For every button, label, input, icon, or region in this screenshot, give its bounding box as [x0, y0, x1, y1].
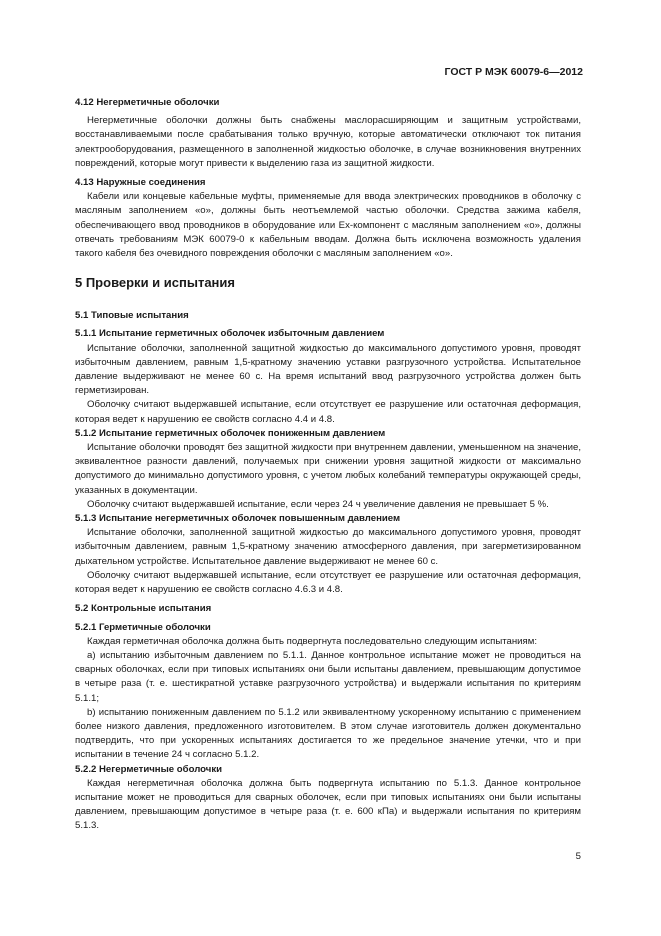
- paragraph: Каждая герметичная оболочка должна быть подвергнута последовательно следующим испытаниям:: [87, 635, 537, 647]
- subsection-heading: 5.1 Типовые испытания: [75, 310, 189, 322]
- subsection-heading: 5.2.1 Герметичные оболочки: [75, 621, 211, 633]
- subsection-heading: 5.1.2 Испытание герметичных оболочек пониженным давлением: [75, 427, 386, 439]
- subsection-heading: 5.2.2 Негерметичные оболочки: [75, 763, 223, 775]
- paragraph: Испытание оболочки, заполненной защитной жидкостью до максимального допустимого уровня, проводят избыточным давлением, равным 1,5-кратному значению уставки разгрузочного устройства. Испытательное давление выдерживают не менее 60 с. На время испытаний ввод разгрузочного устройства должен быть герметизирован.: [75, 342, 581, 397]
- paragraph: Каждая негерметичная оболочка должна быть подвергнута испытанию по 5.1.3. Данное контрольное испытание может не проводиться для сварных оболочек, если при типовых испытаниях они были испытаны давлением, превышающим допустимое в четыре раза (т. е. 600 кПа) и выдержали испытания по критериям 5.1.3.: [75, 777, 581, 832]
- paragraph: Испытание оболочки, заполненной защитной жидкостью до максимального допустимого уровня, проводят избыточным давлением, равным 1,5-кратному значению атмосферного давления, при загерметизированном дыхательном устройстве. Испытательное давление выдерживают не менее 60 с.: [75, 527, 581, 567]
- paragraph: Испытание оболочки проводят без защитной жидкости при внутреннем давлении, уменьшенном на значение, эквивалентное разности давлений, получаемых при снижении уровня защитной жидкости от максимально допустимого до минимально допустимого уровня, с учетом любых колебаний температуры окружающей среды, указанных в документации.: [75, 442, 581, 496]
- paragraph: Оболочку считают выдержавшей испытание, если отсутствует ее разрушение или остаточная деформация, которая ведет к нарушению ее свойств согласно 4.4 и 4.8.: [75, 399, 581, 425]
- paragraph: a) испытанию избыточным давлением по 5.1.1. Данное контрольное испытание может не проводиться на сварных оболочках, если при типовых испытаниях они были испытаны давлением, превышающим допустимое в четыре раза (т. е. шестикратной уставке разгрузочного устройства) и выдержали испытания по критериям 5.1.1;: [75, 649, 581, 704]
- document-body: [75, 96, 581, 834]
- subsection-heading: 4.12 Негерметичные оболочки: [75, 97, 220, 108]
- paragraph: Негерметичные оболочки должны быть снабжены маслорасширяющим и защитным устройствами, восстанавливаемыми после срабатывания только вручную, которые автоматически отключают ток питания электрооборудования, размещенного в заполненной жидкостью оболочке, в случае возникновения внутренних повреждений, которые могут привести к выделению газа из защитной жидкости.: [75, 115, 581, 169]
- subsection-heading: 5.1.3 Испытание негерметичных оболочек повышенным давлением: [75, 513, 401, 525]
- paragraph: Оболочку считают выдержавшей испытание, если через 24 ч увеличение давления не превышает 5 %.: [87, 498, 549, 510]
- standard-header: ГОСТ Р МЭК 60079-6—2012: [444, 66, 583, 78]
- paragraph: b) испытанию пониженным давлением по 5.1.2 или эквивалентному ускоренному испытанию с применением более низкого давления, предложенного изготовителем. В этом случае изготовитель должен документально подтвердить, что при ускоренных испытаниях достигается то же предельное значение утечки, что и при испытании в течение 24 ч согласно 5.1.2.: [75, 706, 581, 761]
- subsection-heading: 4.13 Наружные соединения: [75, 177, 206, 189]
- paragraph: Кабели или концевые кабельные муфты, применяемые для ввода электрических проводников в оболочку с масляным заполнением «о», должны быть неотъемлемой частью оболочки. Средства зажима кабеля, обеспечивающего ввод проводников в оборудование или Ex-компонент с масляным заполнением «о», должны отвечать требованиям МЭК 60079-0 к кабельным вводам. Должна быть исключена возможность удаления такого кабеля без очевидного повреждения оболочки с масляным заполнением «о».: [75, 191, 581, 260]
- section-heading: 5 Проверки и испытания: [75, 275, 235, 291]
- paragraph: Оболочку считают выдержавшей испытание, если отсутствует ее разрушение или остаточная деформация, которая ведет к нарушению ее свойств согласно 4.6.3 и 4.8.: [75, 569, 581, 596]
- page-number: 5: [575, 851, 581, 862]
- subsection-heading: 5.1.1 Испытание герметичных оболочек избыточным давлением: [75, 328, 385, 340]
- subsection-heading: 5.2 Контрольные испытания: [75, 603, 212, 615]
